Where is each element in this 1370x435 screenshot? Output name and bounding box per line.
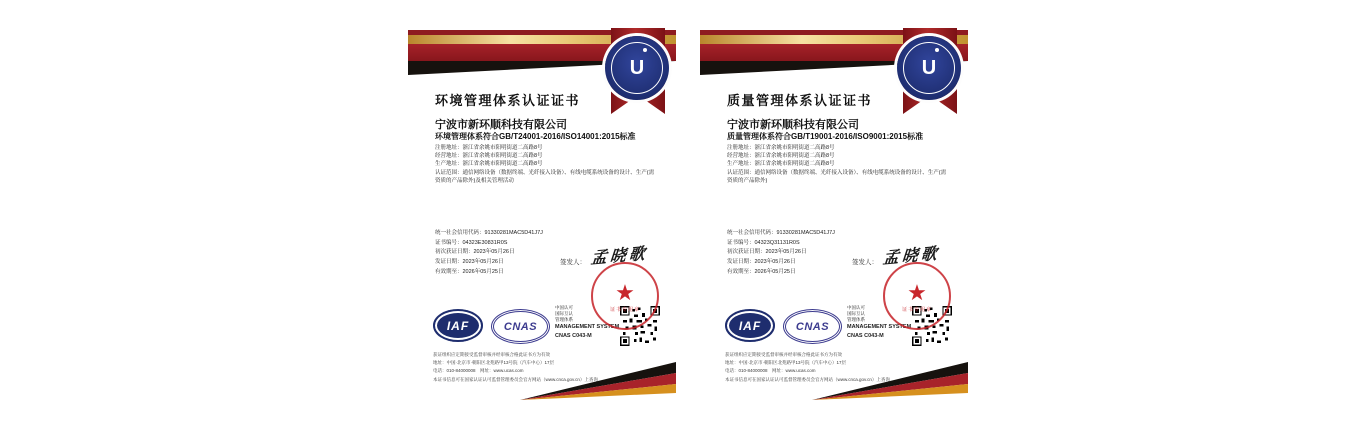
business-address: 经营地址：浙江省余姚市阳明街道二高路8号: [435, 153, 543, 159]
footer-address: 地址：中国·北京市·朝阳区北苑路甲13号院（汽车中心）17层: [433, 360, 555, 366]
first-issue-date: 初次获证日期：2023年05月26日: [435, 249, 515, 256]
certificate-title: 质量管理体系认证证书: [727, 93, 873, 108]
first-issue-date: 初次获证日期：2023年05月26日: [727, 249, 807, 256]
registered-address: 注册地址：浙江省余姚市阳明街道二高路8号: [435, 145, 543, 151]
certificate-info-block: [435, 229, 543, 278]
corner-ribbon-decoration: [520, 360, 676, 406]
cnas-label: CNAS: [503, 320, 538, 333]
production-address: 生产地址：浙江省余姚市阳明街道二高路8号: [727, 161, 835, 167]
certificate-environmental: [408, 0, 676, 435]
acc-line-system: 管理体系: [847, 317, 865, 322]
footer-validity-note: 获证组织应定期接受监督审核并经审核合格此证书方为有效: [725, 352, 842, 357]
iaf-label: IAF: [446, 318, 470, 333]
footer-phone-web: 电话：010-84000008 网址：www.ucas.com: [725, 368, 816, 374]
badge-dot-icon: [643, 48, 647, 52]
cnas-code-label: CNAS C043-M: [847, 332, 884, 339]
standard-line: 环境管理体系符合GB/T24001-2016/ISO14001:2015标准: [435, 132, 636, 141]
address-block: [435, 144, 543, 168]
company-name: 宁波市新环顺科技有限公司: [727, 119, 859, 131]
badge-u-emblem: U: [921, 57, 937, 79]
certificate-quality: [700, 0, 968, 435]
expiry-date: 有效期至：2026年05月25日: [435, 268, 504, 275]
acc-line-china: 中国认可: [555, 305, 573, 310]
footer-verify-note: 本证书信息可在国家认证认可监督管理委员会官方网站（www.cnca.gov.cn）上查询: [725, 376, 890, 382]
credit-code: 统一社会信用代码：91330281MAC5D41J7J: [435, 230, 543, 236]
seal-bottom-text: 证书专用章: [901, 306, 932, 313]
acc-line-mutual: 国际互认: [847, 311, 865, 316]
badge-dot-icon: [935, 48, 939, 52]
footer-verify-note: 本证书信息可在国家认证认可监督管理委员会官方网站（www.cnca.gov.cn）上查询: [433, 376, 598, 382]
certification-badge: [605, 36, 669, 100]
issue-date: 发证日期：2023年05月26日: [727, 259, 796, 266]
acc-line-china: 中国认可: [847, 305, 865, 310]
cnas-code-label: CNAS C043-M: [555, 332, 592, 339]
red-seal: [591, 262, 659, 330]
business-address: 经营地址：浙江省余姚市阳明街道二高路8号: [727, 153, 835, 159]
signer-signature: 孟晓歌: [882, 245, 941, 268]
corner-ribbon-decoration: [812, 360, 968, 406]
iaf-logo: [725, 309, 775, 342]
footer-phone-web: 电话：010-84000008 网址：www.ucas.com: [433, 368, 524, 374]
footer-address: 地址：中国·北京市·朝阳区北苑路甲13号院（汽车中心）17层: [725, 360, 847, 366]
iaf-logo: [433, 309, 483, 342]
address-block: [727, 144, 835, 168]
registered-address: 注册地址：浙江省余姚市阳明街道二高路8号: [727, 145, 835, 151]
management-system-label: MANAGEMENT SYSTEM: [847, 324, 912, 330]
footer-validity-note: 获证组织应定期接受监督审核并经审核合格此证书方为有效: [433, 352, 550, 357]
certification-scope: 认证范围：通信网络设备（数据终端、光纤接入设备）、有线电缆系统设备的设计、生产(需资质的产品除外)及相关管理活动: [435, 170, 655, 184]
signer-signature: 孟晓歌: [590, 245, 649, 268]
acc-line-mutual: 国际互认: [555, 311, 573, 316]
expiry-date: 有效期至：2026年05月25日: [727, 268, 796, 275]
signer-label: 签发人：: [852, 259, 878, 266]
certificate-number: 证书编号：04323Q31131R0S: [727, 239, 800, 246]
issue-date: 发证日期：2023年05月26日: [435, 259, 504, 266]
badge-inner-ring: [611, 42, 663, 94]
badge-inner-ring: [903, 42, 955, 94]
certificate-title: 环境管理体系认证证书: [435, 93, 581, 108]
seal-bottom-text: 证书专用章: [609, 306, 640, 313]
cnas-logo: [783, 309, 842, 344]
certification-badge: [897, 36, 961, 100]
badge-u-emblem: U: [629, 57, 645, 79]
iaf-label: IAF: [738, 318, 762, 333]
cnas-logo: [491, 309, 550, 344]
seal-star-icon: ★: [907, 279, 927, 305]
credit-code: 统一社会信用代码：91330281MAC5D41J7J: [727, 230, 835, 236]
acc-line-system: 管理体系: [555, 317, 573, 322]
certification-scope: 认证范围：通信网络设备（数据终端、光纤接入设备）、有线电缆系统设备的设计、生产(需资质的产品除外): [727, 170, 947, 184]
seal-star-icon: ★: [615, 279, 635, 305]
cnas-label: CNAS: [795, 320, 830, 333]
certificate-info-block: [727, 229, 835, 278]
red-seal: [883, 262, 951, 330]
standard-line: 质量管理体系符合GB/T19001-2016/ISO9001:2015标准: [727, 132, 924, 141]
production-address: 生产地址：浙江省余姚市阳明街道二高路8号: [435, 161, 543, 167]
certificate-number: 证书编号：04323E30831R0S: [435, 239, 508, 246]
company-name: 宁波市新环顺科技有限公司: [435, 119, 567, 131]
signer-label: 签发人：: [560, 259, 586, 266]
management-system-label: MANAGEMENT SYSTEM: [555, 324, 620, 330]
